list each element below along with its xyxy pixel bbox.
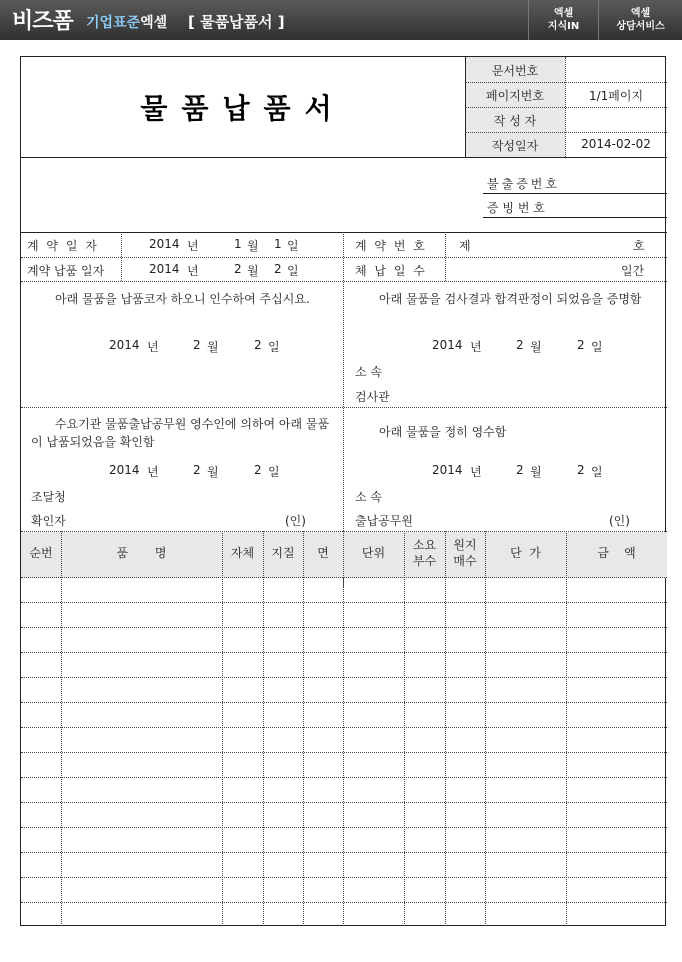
delivery-date-year-unit: 년 — [187, 264, 199, 278]
inspection-text: 아래 물품을 검사결과 합격판정이 되었음을 증명함 — [379, 292, 642, 306]
confirm-block-year-unit: 년 — [147, 465, 159, 479]
table-header-cell: 자체 — [230, 546, 255, 560]
brand-name-a: 기업표준 — [86, 15, 141, 31]
contract-top-line — [21, 232, 667, 233]
receipt-text: 아래 물품을 정히 영수함 — [379, 425, 507, 439]
contract-date-label: 계 약 일 자 — [27, 239, 99, 253]
delay-days-label: 체 납 일 수 — [355, 264, 427, 278]
officer-seal: (인) — [609, 514, 630, 528]
inspection-dept-label: 소 속 — [355, 365, 382, 379]
delivery-block-year-unit: 년 — [147, 340, 159, 354]
confirmer-label: 확인자 — [31, 514, 66, 528]
excel-knowledge-line2: 지식IN — [547, 21, 580, 32]
delivery-date-day[interactable]: 2 — [274, 262, 282, 276]
meta-row-line — [465, 107, 667, 108]
confirm-block-year[interactable]: 2014 — [109, 463, 140, 477]
table-header-cell: 순번 — [29, 546, 53, 560]
table-row[interactable] — [21, 627, 667, 628]
table-column-line — [303, 531, 304, 926]
delivery-date-month[interactable]: 2 — [234, 262, 242, 276]
table-header-cell: 지질 — [271, 546, 295, 560]
receipt-block-month-unit: 월 — [530, 465, 542, 479]
contract-date-month-unit: 월 — [247, 239, 259, 253]
table-row[interactable] — [21, 852, 667, 853]
delivery-block-day[interactable]: 2 — [254, 338, 262, 352]
delivery-date-day-unit: 일 — [287, 264, 299, 278]
inspection-block-year-unit: 년 — [470, 340, 482, 354]
officer-label: 출납공무원 — [355, 514, 413, 528]
receipt-block-day[interactable]: 2 — [577, 463, 585, 477]
delivery-date-label: 계약 납품 일자 — [27, 264, 105, 278]
procurement-label: 조달청 — [31, 490, 66, 504]
receipt-block-day-unit: 일 — [591, 465, 603, 479]
confirm-block-month-unit: 월 — [207, 465, 219, 479]
out-slip-number-label: 불출증번호 — [487, 177, 560, 191]
receipt-block-year[interactable]: 2014 — [432, 463, 463, 477]
table-column-line — [566, 531, 567, 926]
table-column-line — [404, 531, 405, 926]
receipt-block-month[interactable]: 2 — [516, 463, 524, 477]
inspection-block-day-unit: 일 — [591, 340, 603, 354]
contract-number-label: 계 약 번 호 — [355, 239, 427, 253]
document-sheet — [20, 56, 666, 926]
contract-date-month[interactable]: 1 — [234, 237, 242, 251]
contract-date-year-unit: 년 — [187, 239, 199, 253]
delivery-date-month-unit: 월 — [247, 264, 259, 278]
excel-knowledge-line1: 엑셀 — [553, 8, 574, 19]
table-row[interactable] — [21, 877, 667, 878]
delivery-block-day-unit: 일 — [268, 340, 280, 354]
inspector-label: 검사관 — [355, 390, 390, 404]
table-row[interactable] — [21, 577, 667, 578]
inspection-block-day[interactable]: 2 — [577, 338, 585, 352]
top-bar — [0, 0, 682, 40]
delivery-confirm-text: 수요기관 물품출납공무원 영수인에 의하여 아래 물품이 납품되었음을 확인함 — [31, 417, 330, 449]
excel-consulting-line2: 상담서비스 — [616, 21, 665, 32]
table-header-cell: 품 명 — [116, 546, 167, 560]
contract-number-suffix: 호 — [633, 239, 645, 253]
table-column-line — [61, 531, 62, 926]
meta-row-line — [465, 82, 667, 83]
contract-date-day-unit: 일 — [287, 239, 299, 253]
delivery-block-month-unit: 월 — [207, 340, 219, 354]
brand-name[interactable] — [86, 12, 167, 32]
table-column-line — [485, 531, 486, 926]
delay-days-unit: 일간 — [621, 264, 645, 278]
contract-number-prefix: 제 — [459, 239, 471, 253]
meta-row-line — [465, 132, 667, 133]
brand-name-b: 엑셀 — [140, 15, 168, 31]
excel-knowledge-button[interactable] — [528, 0, 598, 40]
table-header-cell: 단 가 — [510, 546, 541, 560]
table-header-cell: 소요 부수 — [412, 538, 437, 568]
table-row[interactable] — [21, 752, 667, 753]
delivery-request-text: 아래 물품을 납품코자 하오니 인수하여 주십시요. — [55, 292, 310, 306]
table-row[interactable] — [21, 727, 667, 728]
excel-consulting-line1: 엑셀 — [630, 8, 651, 19]
table-header-cell: 단위 — [361, 546, 386, 560]
page-number-label: 페이지번호 — [486, 89, 544, 103]
title-box-bottom-line — [21, 157, 667, 158]
confirmer-seal: (인) — [285, 514, 306, 528]
table-column-line — [343, 531, 344, 926]
excel-consulting-button[interactable] — [598, 0, 682, 40]
contract-mid-line — [21, 257, 667, 258]
table-top-line — [21, 531, 667, 532]
doc-number-label: 문서번호 — [491, 64, 539, 78]
confirm-block-month[interactable]: 2 — [193, 463, 201, 477]
page-number-value[interactable]: 1/1페이지 — [588, 89, 644, 103]
table-column-line — [263, 531, 264, 926]
contract-date-day[interactable]: 1 — [274, 237, 282, 251]
delivery-block-year[interactable]: 2014 — [109, 338, 140, 352]
created-date-value[interactable]: 2014-02-02 — [581, 137, 651, 151]
table-column-line — [445, 531, 446, 926]
out-slip-underline — [483, 193, 667, 194]
confirm-block-day-unit: 일 — [268, 465, 280, 479]
table-row[interactable] — [21, 702, 667, 703]
table-header-cell: 면 — [317, 546, 329, 560]
inspection-block-month-unit: 월 — [530, 340, 542, 354]
proof-number-label: 증 빙 번 호 — [487, 201, 545, 215]
bizform-logo[interactable]: 비즈폼 — [12, 9, 73, 34]
contract-date-year[interactable]: 2014 — [149, 237, 180, 251]
table-row[interactable] — [21, 602, 667, 603]
table-row[interactable] — [21, 827, 667, 828]
confirm-block-day[interactable]: 2 — [254, 463, 262, 477]
inspection-block-year[interactable]: 2014 — [432, 338, 463, 352]
created-date-label: 작성일자 — [491, 139, 539, 153]
delivery-block-month[interactable]: 2 — [193, 338, 201, 352]
table-header-cell: 원지 매수 — [453, 538, 477, 568]
table-header-cell: 금 액 — [597, 546, 636, 560]
table-row[interactable] — [21, 652, 667, 653]
table-column-line — [222, 531, 223, 926]
contract-bottom-line — [21, 281, 667, 282]
contract-divider — [121, 232, 122, 281]
delivery-date-year[interactable]: 2014 — [149, 262, 180, 276]
document-title: 물품납품서 — [140, 92, 346, 125]
proof-underline — [483, 217, 667, 218]
block-separator — [21, 407, 667, 408]
inspection-block-month[interactable]: 2 — [516, 338, 524, 352]
table-row[interactable] — [21, 777, 667, 778]
table-row[interactable] — [21, 802, 667, 803]
author-label: 작 성 자 — [493, 114, 537, 128]
table-row[interactable] — [21, 677, 667, 678]
contract-divider — [445, 232, 446, 281]
table-row[interactable] — [21, 902, 667, 903]
receipt-dept-label: 소 속 — [355, 490, 382, 504]
header-document-title: [ 물품납품서 ] — [188, 13, 285, 31]
receipt-block-year-unit: 년 — [470, 465, 482, 479]
